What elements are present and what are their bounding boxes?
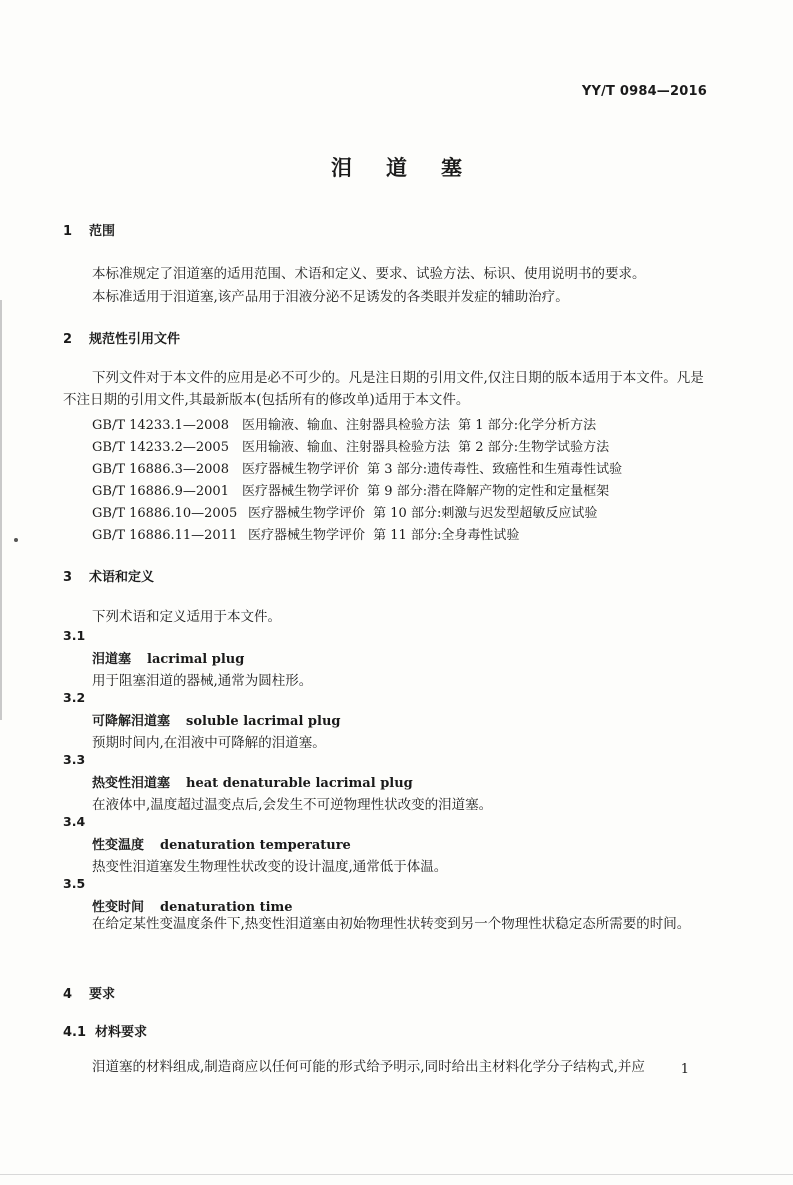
scope-paragraph-2: 本标准适用于泪道塞,该产品用于泪液分泌不足诱发的各类眼并发症的辅助治疗。 [92, 289, 569, 305]
reference-code: GB/T 14233.2—2005 [92, 440, 229, 455]
term-name-zh: 热变性泪道塞 [92, 776, 171, 791]
term-name [92, 648, 244, 667]
normative-references-intro: 下列文件对于本文件的应用是必不可少的。凡是注日期的引用文件,仅注日期的版本适用于本文件。凡是不注日期的引用文件,其最新版本(包括所有的修改单)适用于本文件。 [63, 370, 704, 408]
reference-code: GB/T 16886.3—2008 [92, 462, 229, 477]
standard-code: YY/T 0984—2016 [581, 84, 707, 99]
reference-code: GB/T 14233.1—2008 [92, 418, 229, 433]
reference-part: 第 2 部分:生物学试验方法 [458, 440, 610, 455]
reference-code: GB/T 16886.9—2001 [92, 484, 229, 499]
reference-part: 第 10 部分:刺激与迟发型超敏反应试验 [373, 506, 598, 521]
reference-title: 医疗器械生物学评价 [248, 506, 366, 521]
section-title: 术语和定义 [89, 570, 155, 585]
term-number: 3.1 [63, 628, 86, 643]
section-4-heading [63, 983, 115, 1002]
term-number: 3.4 [63, 814, 86, 829]
term-name-zh: 性变时间 [92, 900, 145, 915]
reference-item [92, 524, 519, 543]
page-number: 1 [680, 1062, 689, 1077]
term-number: 3.3 [63, 752, 86, 767]
material-requirements-paragraph: 泪道塞的材料组成,制造商应以任何可能的形式给予明示,同时给出主材料化学分子结构式,并应 [92, 1059, 645, 1075]
term-definition: 用于阻塞泪道的器械,通常为圆柱形。 [92, 673, 313, 689]
reference-title: 医疗器械生物学评价 [248, 528, 366, 543]
scan-edge-mark [0, 300, 2, 720]
section-title: 规范性引用文件 [89, 332, 181, 347]
term-name-en: lacrimal plug [147, 652, 245, 667]
section-number: 2 [63, 332, 73, 347]
term-number: 3.2 [63, 690, 86, 705]
term-name-zh: 泪道塞 [92, 652, 132, 667]
page-bottom-edge [0, 1174, 793, 1175]
term-name [92, 834, 351, 853]
section-3-heading [63, 566, 154, 585]
reference-title: 医用输液、输血、注射器具检验方法 [242, 440, 451, 455]
reference-item [92, 414, 596, 433]
terms-intro: 下列术语和定义适用于本文件。 [92, 609, 281, 625]
scan-dot-mark [14, 538, 18, 542]
section-title: 范围 [89, 224, 116, 239]
reference-item [92, 436, 609, 455]
reference-part: 第 9 部分:潜在降解产物的定性和定量框架 [367, 484, 610, 499]
section-number: 3 [63, 570, 73, 585]
reference-title: 医疗器械生物学评价 [242, 462, 360, 477]
term-definition: 在液体中,温度超过温变点后,会发生不可逆物理性状改变的泪道塞。 [92, 797, 493, 813]
reference-title: 医用输液、输血、注射器具检验方法 [242, 418, 451, 433]
section-1-heading [63, 220, 115, 239]
subsection-4-1-heading [63, 1021, 147, 1040]
document-title: 泪道塞 [331, 156, 496, 180]
reference-part: 第 3 部分:遗传毒性、致癌性和生殖毒性试验 [367, 462, 623, 477]
term-number: 3.5 [63, 876, 86, 891]
scope-paragraph-1: 本标准规定了泪道塞的适用范围、术语和定义、要求、试验方法、标识、使用说明书的要求。 [92, 266, 646, 282]
term-definition: 在给定某性变温度条件下,热变性泪道塞由初始物理性状转变到另一个物理性状稳定态所需要的时间。 [92, 916, 691, 932]
reference-code: GB/T 16886.11—2011 [92, 528, 238, 543]
reference-item [92, 480, 609, 499]
section-number: 4 [63, 987, 73, 1002]
section-title: 要求 [89, 987, 116, 1002]
term-definition: 热变性泪道塞发生物理性状改变的设计温度,通常低于体温。 [92, 859, 448, 875]
section-2-heading [63, 328, 180, 347]
term-definition: 预期时间内,在泪液中可降解的泪道塞。 [92, 735, 326, 751]
reference-part: 第 1 部分:化学分析方法 [458, 418, 597, 433]
reference-item [92, 458, 622, 477]
subsection-number: 4.1 [63, 1025, 87, 1040]
reference-code: GB/T 16886.10—2005 [92, 506, 238, 521]
reference-item [92, 502, 597, 521]
term-name-en: denaturation temperature [160, 838, 351, 853]
reference-title: 医疗器械生物学评价 [242, 484, 360, 499]
term-name [92, 710, 341, 729]
reference-part: 第 11 部分:全身毒性试验 [373, 528, 520, 543]
term-name-zh: 性变温度 [92, 838, 145, 853]
term-name-en: soluble lacrimal plug [186, 714, 341, 729]
section-number: 1 [63, 224, 73, 239]
term-name-en: denaturation time [160, 900, 293, 915]
term-name-en: heat denaturable lacrimal plug [186, 776, 413, 791]
term-name-zh: 可降解泪道塞 [92, 714, 171, 729]
term-name [92, 772, 413, 791]
subsection-title: 材料要求 [95, 1025, 148, 1040]
